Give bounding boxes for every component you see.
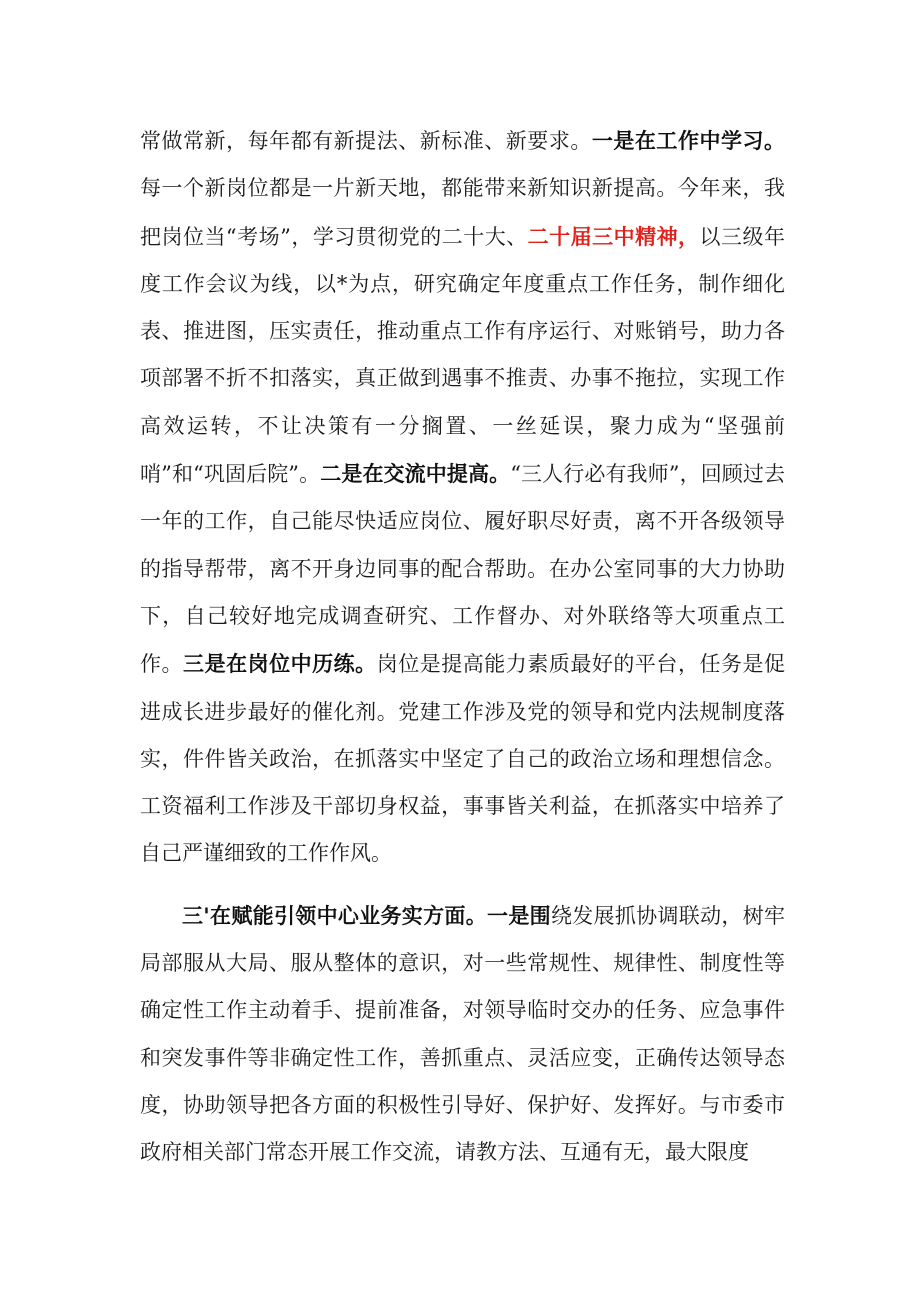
- paragraph-text: 每一个新岗位都是一片新天地，都能带来新知识新提高。今年来，我把岗位当“考场”，学习贯彻党的二十大、: [140, 176, 785, 249]
- bold-heading-learning-at-work: 一是在工作中学习。: [591, 128, 786, 153]
- section-heading-core-business: 三'在赋能引领中心业务实方面。: [182, 902, 488, 928]
- highlighted-red-text: 二十届三中精神，: [527, 223, 700, 249]
- bold-heading-practice-in-post: 三是在岗位中历练。: [183, 651, 377, 677]
- paragraph-text: 以三级年度工作会议为线，以*为点，研究确定年度重点工作任务，制作细化表、推进图，压实责任，推动重点工作有序运行、对账销号，助力各项部署不折不扣落实，真正做到遇事不推责、办事不拖拉，实现工作高效运转，不让决策有一分搁置、一丝延误，聚力成为“坚强前哨”和“巩固后院”。: [140, 224, 785, 487]
- paragraph-work-learning: [140, 117, 785, 878]
- bold-heading-improve-in-exchange: 二是在交流中提高。: [320, 461, 511, 487]
- paragraph-text: “三人行必有我师”，回顾过去一年的工作，自己能尽快适应岗位、履好职尽好责，离不开各级领导的指导帮带，离不开身边同事的配合帮助。在办公室同事的大力协助下，自己较好地完成调查研究、工作督办、对外联络等大项重点工作。: [140, 462, 785, 677]
- document-body: [140, 117, 785, 1177]
- paragraph-core-business: [140, 892, 785, 1177]
- paragraph-text: 岗位是提高能力素质最好的平台，任务是促进成长进步最好的催化剂。党建工作涉及党的领导和党内法规制度落实，件件皆关政治，在抓落实中坚定了自己的政治立场和理想信念。工资福利工作涉及干部切身权益，事事皆关利益，在抓落实中培养了自己严谨细致的工作作风。: [140, 652, 786, 866]
- paragraph-text: 绕发展抓协调联动，树牢局部服从大局、服从整体的意识，对一些常规性、规律性、制度性等确定性工作主动着手、提前准备，对领导临时交办的任务、应急事件和突发事件等非确定性工作，善抓重点、灵活应变，正确传达领导态度，协助领导把各方面的积极性引导好、保护好、发挥好。与市委市政府相关部门常态开展工作交流，请教方法、互通有无，最大限度: [140, 903, 785, 1165]
- bold-heading-coordination: 一是围: [487, 902, 551, 928]
- paragraph-text: 常做常新，每年都有新提法、新标准、新要求。: [140, 129, 592, 153]
